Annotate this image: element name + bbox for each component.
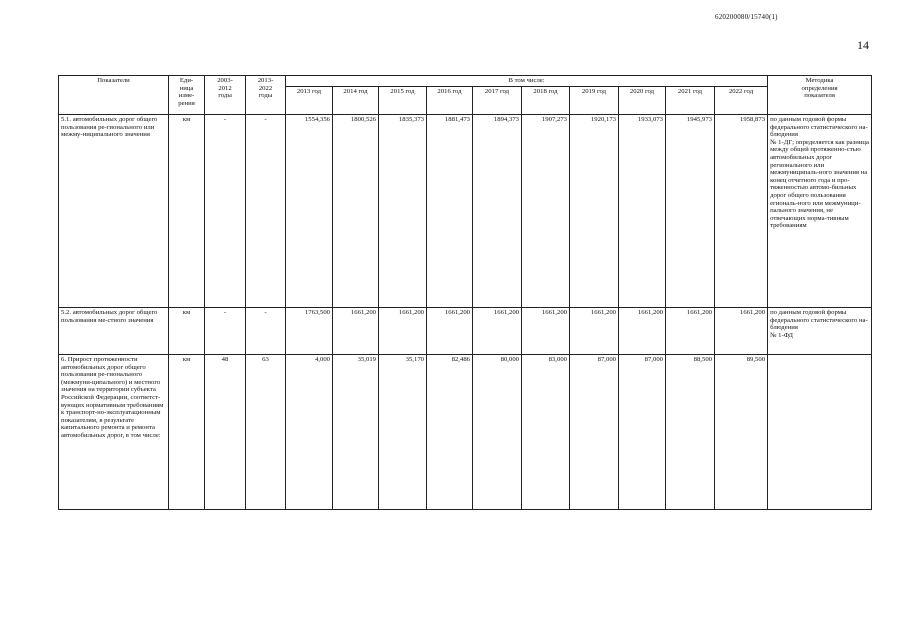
row-value: 1933,073 (619, 115, 666, 308)
row-value: 1661,200 (522, 308, 570, 355)
row-value: 1661,200 (619, 308, 666, 355)
header-method (768, 76, 872, 115)
row-value: 1894,373 (473, 115, 522, 308)
header-period-2003-2012 (205, 76, 246, 115)
row-indicator: 5.2. автомобильных дорог общего пользования ме-стного значения (59, 308, 169, 355)
row-method: по данным годовой формы федерального статистического на-блюдения № 1-ДГ; определяется как разница между общей протяженно-стью автомобильных дорог регионального или межмуниципаль-ного значения на конец отчетного года и про-тяженностью автомо-бильных дорог общего пользования егиональ-ного или межмуници-пального значения, не отвечающих норма-тивным требованиям (768, 115, 872, 308)
row-value: 80,000 (473, 355, 522, 510)
header-unit-text: Еди- ница изме- рения (178, 77, 195, 107)
header-year: 2013 год (286, 87, 333, 115)
header-year: 2021 год (666, 87, 715, 115)
row-value: 1661,200 (570, 308, 619, 355)
header-including: В том числе: (286, 76, 768, 87)
row-value: 82,486 (427, 355, 473, 510)
header-year: 2020 год (619, 87, 666, 115)
row-indicator: 5.1. автомобильных дорог общего пользования ре-гионального или межму-ниципального значения (59, 115, 169, 308)
row-period1: - (205, 115, 246, 308)
row-unit: км (169, 308, 205, 355)
row-value: 83,000 (522, 355, 570, 510)
row-value: 87,000 (619, 355, 666, 510)
row-unit: км (169, 115, 205, 308)
header-year: 2018 год (522, 87, 570, 115)
row-value: 1661,200 (379, 308, 427, 355)
row-value: 1907,273 (522, 115, 570, 308)
header-year: 2016 год (427, 87, 473, 115)
row-value: 88,500 (666, 355, 715, 510)
row-value: 87,000 (570, 355, 619, 510)
header-period2-text: 2013- 2022 годы (257, 77, 274, 100)
row-method: по данным годовой формы федерального статистического на-блюдения № 1-ФД (768, 308, 872, 355)
header-indicators: Показатели (59, 76, 169, 115)
row-value: 1800,526 (333, 115, 379, 308)
row-value: 1881,473 (427, 115, 473, 308)
row-value: 1920,173 (570, 115, 619, 308)
header-year: 2022 год (715, 87, 768, 115)
row-value: 35,170 (379, 355, 427, 510)
row-indicator: 6. Прирост протяженности автомобильных дорог общего пользования ре-гионального (межмуни-ципального) и местного значения на территории субъекта Российской Федерации, соответст-вующих нормативным требованиям к транспорт-но-эксплуатационным показателям, в результате капитального ремонта и ремонта автомобильных дорог, в том числе: (59, 355, 169, 510)
row-value: 1763,500 (286, 308, 333, 355)
row-value: 1661,200 (427, 308, 473, 355)
header-year: 2014 год (333, 87, 379, 115)
row-value: 1554,356 (286, 115, 333, 308)
header-period-2013-2022 (246, 76, 286, 115)
page-number: 14 (857, 38, 869, 52)
header-unit (169, 76, 205, 115)
header-year: 2017 год (473, 87, 522, 115)
header-method-text: Методика определения показателя (801, 77, 838, 100)
row-value: 1835,373 (379, 115, 427, 308)
row-period2: 63 (246, 355, 286, 510)
row-period2: - (246, 115, 286, 308)
table-row (59, 355, 872, 510)
header-year: 2019 год (570, 87, 619, 115)
header-row-1 (59, 76, 872, 87)
row-value: 35,019 (333, 355, 379, 510)
table-row (59, 115, 872, 308)
row-method (768, 355, 872, 510)
row-period2: - (246, 308, 286, 355)
row-value: 1661,200 (473, 308, 522, 355)
row-value: 1958,873 (715, 115, 768, 308)
row-value: 1661,200 (715, 308, 768, 355)
table-row (59, 308, 872, 355)
row-unit: км (169, 355, 205, 510)
row-period1: 48 (205, 355, 246, 510)
header-year: 2015 год (379, 87, 427, 115)
indicators-table (58, 75, 872, 510)
row-value: 4,000 (286, 355, 333, 510)
row-value: 1661,200 (666, 308, 715, 355)
document-id: 620200080/15740(1) (715, 13, 778, 21)
header-period1-text: 2003- 2012 годы (217, 77, 233, 100)
row-value: 1945,973 (666, 115, 715, 308)
row-period1: - (205, 308, 246, 355)
row-value: 89,500 (715, 355, 768, 510)
row-value: 1661,200 (333, 308, 379, 355)
